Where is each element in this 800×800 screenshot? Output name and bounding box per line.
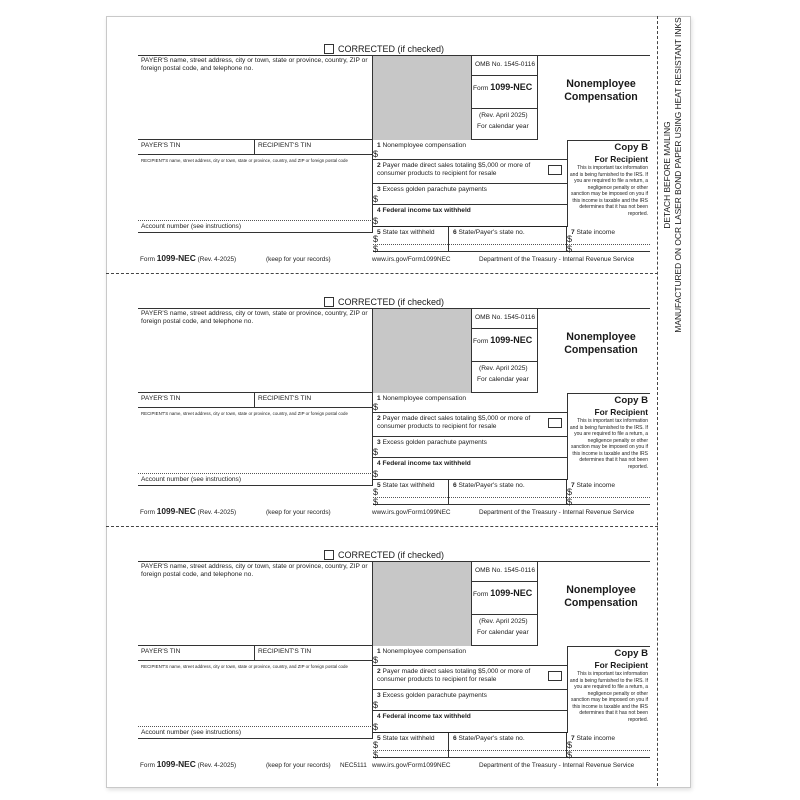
box5-label: 5 State tax withheld (377, 229, 435, 236)
payer-label: PAYER'S name, street address, city or town, state or province, country, ZIP or foreign postal code, and telephone no. (141, 310, 368, 325)
form-number: 1099-NEC (490, 335, 533, 345)
omb-divider-2 (471, 614, 538, 615)
omb-divider-1 (471, 328, 538, 329)
recipient-info-box (138, 155, 373, 233)
state-divider (373, 244, 650, 245)
form-1099-nec-copy-2 (138, 269, 650, 516)
box4-label: 4 Federal income tax withheld (377, 207, 471, 214)
revision-date: (Rev. April 2025) (479, 112, 528, 119)
box5-dollar-2: $ (373, 497, 379, 507)
box2-checkbox[interactable] (548, 418, 562, 428)
recipient-notice: This is important tax information and is being furnished to the IRS. If you are required to file a return, a negligence penalty or other sanction may be imposed on you if this income is taxable and the IRS determines that it has not been reported. (569, 418, 648, 470)
box1-label: 1 Nonemployee compensation (377, 648, 467, 655)
box5-dollar-2: $ (373, 244, 379, 254)
shaded-area (373, 309, 471, 393)
box3-dollar: $ (373, 194, 379, 204)
footer-keep-records: (keep for your records) (266, 509, 331, 516)
box5-label: 5 State tax withheld (377, 482, 435, 489)
for-recipient-label: For Recipient (594, 660, 648, 670)
corrected-label: CORRECTED (if checked) (338, 44, 445, 54)
recipient-notice: This is important tax information and is being furnished to the IRS. If you are required to file a return, a negligence penalty or other sanction may be imposed on you if this income is taxable and the IRS determines that it has not been reported. (569, 671, 648, 723)
state-divider (373, 497, 650, 498)
box6-label: 6 State/Payer's state no. (453, 735, 525, 742)
box2-checkbox[interactable] (548, 165, 562, 175)
box7-dollar-2: $ (567, 497, 573, 507)
footer-department: Department of the Treasury - Internal Revenue Service (479, 762, 635, 769)
revision-date: (Rev. April 2025) (479, 618, 528, 625)
form-name (473, 588, 532, 600)
payer-tin-label: PAYER'S TIN (141, 142, 181, 149)
box7-dollar-2: $ (567, 750, 573, 760)
box5-label: 5 State tax withheld (377, 735, 435, 742)
corrected-label: CORRECTED (if checked) (338, 297, 445, 307)
payer-label: PAYER'S name, street address, city or town, state or province, country, ZIP or foreign postal code, and telephone no. (141, 563, 368, 578)
corrected-checkbox[interactable] (324, 297, 334, 307)
footer-irs-url[interactable]: www.irs.gov/Form1099NEC (372, 762, 451, 769)
account-label: Account number (see instructions) (141, 223, 242, 230)
footer-form-id: Form 1099-NEC (Rev. 4-2025) (140, 253, 237, 263)
omb-divider-1 (471, 581, 538, 582)
calendar-year-label: For calendar year (477, 629, 529, 636)
form-number: 1099-NEC (490, 588, 533, 598)
account-label: Account number (see instructions) (141, 729, 242, 736)
payer-tin-label: PAYER'S TIN (141, 648, 181, 655)
box7-label: 7 State income (571, 482, 615, 489)
copy-b-label: Copy B (614, 648, 648, 659)
recipient-notice: This is important tax information and is being furnished to the IRS. If you are required to file a return, a negligence penalty or other sanction may be imposed on you if this income is taxable and the IRS determines that it has not been reported. (569, 165, 648, 217)
account-divider (138, 220, 373, 221)
revision-date: (Rev. April 2025) (479, 365, 528, 372)
form-prefix: Form (473, 591, 489, 598)
box3-label: 3 Excess golden parachute payments (377, 439, 487, 446)
box1-label: 1 Nonemployee compensation (377, 395, 467, 402)
omb-divider-1 (471, 75, 538, 76)
form-title: Nonemployee Compensation (564, 331, 638, 356)
footer-irs-url[interactable]: www.irs.gov/Form1099NEC (372, 256, 451, 263)
footer-form-id: Form 1099-NEC (Rev. 4-2025) (140, 506, 237, 516)
box7-dollar-1: $ (567, 487, 573, 497)
calendar-year-label: For calendar year (477, 376, 529, 383)
omb-number: OMB No. 1545-0116 (475, 314, 535, 321)
footer-department: Department of the Treasury - Internal Revenue Service (479, 509, 635, 516)
footer-form-code: NEC5111 (340, 762, 367, 769)
recipient-tin-label: RECIPIENT'S TIN (258, 395, 312, 402)
omb-number: OMB No. 1545-0116 (475, 567, 535, 574)
for-recipient-label: For Recipient (594, 407, 648, 417)
form-title: Nonemployee Compensation (564, 78, 638, 103)
shaded-area (373, 562, 471, 646)
box7-label: 7 State income (571, 229, 615, 236)
box1-dollar: $ (373, 655, 379, 665)
omb-divider-2 (471, 108, 538, 109)
footer-keep-records: (keep for your records) (266, 256, 331, 263)
footer-department: Department of the Treasury - Internal Revenue Service (479, 256, 635, 263)
box6-label: 6 State/Payer's state no. (453, 482, 525, 489)
recipient-label: RECIPIENT'S name, street address, city or town, state or province, country, and ZIP or foreign postal code (141, 664, 348, 669)
payer-label: PAYER'S name, street address, city or town, state or province, country, ZIP or foreign postal code, and telephone no. (141, 57, 368, 72)
for-recipient-label: For Recipient (594, 154, 648, 164)
form-1099-nec-copy-1 (138, 16, 650, 263)
box7-dollar-1: $ (567, 740, 573, 750)
box3-label: 3 Excess golden parachute payments (377, 186, 487, 193)
box7-label: 7 State income (571, 735, 615, 742)
form-number: 1099-NEC (490, 82, 533, 92)
box3-dollar: $ (373, 447, 379, 457)
recipient-label: RECIPIENT'S name, street address, city or town, state or province, country, and ZIP or foreign postal code (141, 411, 348, 416)
box5-dollar-1: $ (373, 487, 379, 497)
footer-irs-url[interactable]: www.irs.gov/Form1099NEC (372, 509, 451, 516)
box1-dollar: $ (373, 402, 379, 412)
account-divider (138, 473, 373, 474)
box4-dollar: $ (373, 216, 379, 226)
calendar-year-label: For calendar year (477, 123, 529, 130)
box5-dollar-2: $ (373, 750, 379, 760)
omb-number: OMB No. 1545-0116 (475, 61, 535, 68)
recipient-label: RECIPIENT'S name, street address, city or town, state or province, country, and ZIP or foreign postal code (141, 158, 348, 163)
form-name (473, 82, 532, 94)
manufactured-text: MANUFACTURED ON OCR LASER BOND PAPER USING HEAT RESISTANT INKS (673, 17, 683, 333)
box4-label: 4 Federal income tax withheld (377, 460, 471, 467)
box3-dollar: $ (373, 700, 379, 710)
corrected-checkbox[interactable] (324, 550, 334, 560)
recipient-info-box (138, 661, 373, 739)
box5-dollar-1: $ (373, 740, 379, 750)
account-divider (138, 726, 373, 727)
box7-dollar-2: $ (567, 244, 573, 254)
box4-dollar: $ (373, 722, 379, 732)
corrected-checkbox[interactable] (324, 44, 334, 54)
account-label: Account number (see instructions) (141, 476, 242, 483)
box4-label: 4 Federal income tax withheld (377, 713, 471, 720)
form-title: Nonemployee Compensation (564, 584, 638, 609)
box3-label: 3 Excess golden parachute payments (377, 692, 487, 699)
box4-dollar: $ (373, 469, 379, 479)
shaded-area (373, 56, 471, 140)
footer-keep-records: (keep for your records) (266, 762, 331, 769)
form-prefix: Form (473, 85, 489, 92)
copy-b-label: Copy B (614, 142, 648, 153)
box1-dollar: $ (373, 149, 379, 159)
payer-tin-label: PAYER'S TIN (141, 395, 181, 402)
side-margin-text (662, 10, 696, 340)
box6-label: 6 State/Payer's state no. (453, 229, 525, 236)
recipient-tin-label: RECIPIENT'S TIN (258, 648, 312, 655)
corrected-label: CORRECTED (if checked) (338, 550, 445, 560)
footer-form-id: Form 1099-NEC (Rev. 4-2025) (140, 759, 237, 769)
recipient-info-box (138, 408, 373, 486)
box1-label: 1 Nonemployee compensation (377, 142, 467, 149)
form-name (473, 335, 532, 347)
box5-dollar-1: $ (373, 234, 379, 244)
form-1099-nec-copy-3 (138, 522, 650, 769)
omb-divider-2 (471, 361, 538, 362)
perforation-line-vertical (657, 16, 658, 786)
detach-text: DETACH BEFORE MAILING (662, 121, 672, 229)
box2-label: 2 Payer made direct sales totaling $5,000 or more of consumer products to recipient for resale (377, 668, 531, 683)
recipient-tin-label: RECIPIENT'S TIN (258, 142, 312, 149)
state-divider (373, 750, 650, 751)
box2-checkbox[interactable] (548, 671, 562, 681)
copy-b-label: Copy B (614, 395, 648, 406)
box2-label: 2 Payer made direct sales totaling $5,000 or more of consumer products to recipient for resale (377, 415, 531, 430)
form-prefix: Form (473, 338, 489, 345)
box7-dollar-1: $ (567, 234, 573, 244)
box2-label: 2 Payer made direct sales totaling $5,000 or more of consumer products to recipient for resale (377, 162, 531, 177)
